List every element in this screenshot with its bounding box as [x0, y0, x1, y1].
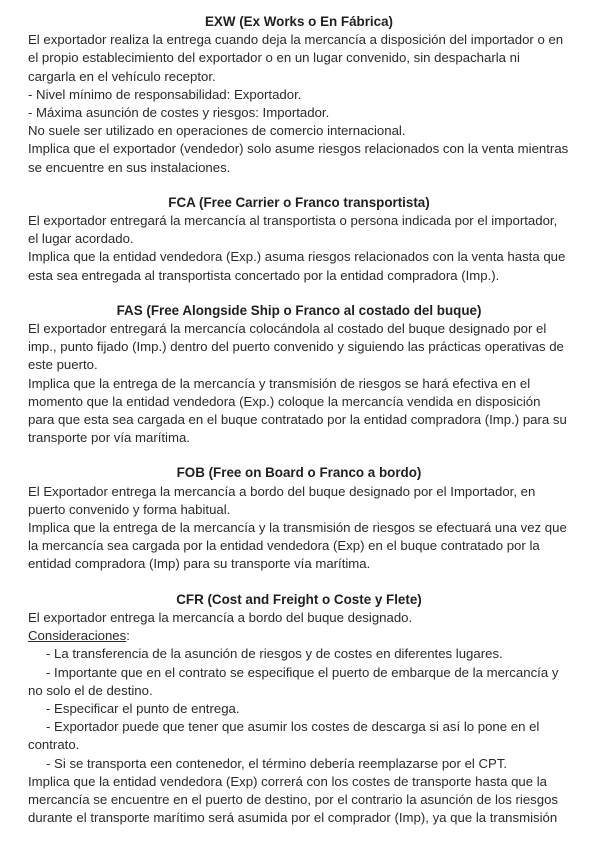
- list-item: - Especificar el punto de entrega.: [46, 700, 240, 716]
- section-fas: [28, 302, 570, 448]
- list-item: - Máxima asunción de costes y riesgos: Importador.: [28, 105, 330, 121]
- section-cfr: [28, 591, 570, 828]
- paragraph: El exportador realiza la entrega cuando deja la mercancía a disposición del importador o en el propio establecimiento del exportador o en un lugar convenido, sin despacharla ni cargarla en el vehículo receptor.: [28, 32, 564, 84]
- paragraph: Implica que la entidad vendedora (Exp) correrá con los costes de transporte hasta que la mercancía se encuentre en el puerto de destino, por el contrario la asunción de los riesgos durante el transporte marítimo será asumida por el comprador (Imp), ya que la transmisión: [28, 773, 559, 826]
- paragraph: Implica que el exportador (vendedor) solo asume riesgos relacionados con la venta mientras se encuentre en sus instalaciones.: [28, 141, 569, 175]
- paragraph: Implica que la entrega de la mercancía y transmisión de riesgos se hará efectiva en el momento que la entidad vendedora (Exp.) coloque la mercancía vendida en disposición para que esta sea cargada en el buque contratado por la entidad compradora (Imp.) para su transporte por vía marítima.: [28, 375, 567, 446]
- list-item: - La transferencia de la asunción de riesgos y de costes en diferentes lugares.: [46, 646, 503, 662]
- section-title-fob: FOB (Free on Board o Franco a bordo): [176, 465, 422, 481]
- list-item: - Nivel mínimo de responsabilidad: Exportador.: [28, 86, 302, 102]
- section-title-cfr: CFR (Cost and Freight o Coste y Flete): [176, 591, 422, 607]
- considerations-colon: :: [126, 628, 130, 644]
- paragraph: El exportador entrega la mercancía a bordo del buque designado.: [28, 609, 413, 625]
- considerations-label: Consideraciones: [28, 628, 127, 644]
- paragraph: No suele ser utilizado en operaciones de comercio internacional.: [28, 123, 406, 139]
- section-title-fas: FAS (Free Alongside Ship o Franco al costado del buque): [116, 302, 482, 318]
- considerations-heading: [28, 627, 570, 645]
- paragraph: Implica que la entidad vendedora (Exp.) asuma riesgos relacionados con la venta hasta que esta sea entregada al transportista concertado por la entidad compradora (Imp.).: [28, 249, 566, 283]
- list-item: - Exportador puede que tener que asumir los costes de descarga si así lo pone en el contrato.: [28, 719, 540, 753]
- paragraph: Implica que la entrega de la mercancía y la transmisión de riesgos se efectuará una vez que la mercancía sea cargada por la entidad vendedora (Exp) en el buque contratado por la entidad compradora (Imp) para su transporte vía marítima.: [28, 520, 567, 572]
- section-fca: [28, 194, 570, 285]
- section-title-fca: FCA (Free Carrier o Franco transportista): [168, 194, 430, 210]
- section-fob: [28, 464, 570, 573]
- section-title-exw: EXW (Ex Works o En Fábrica): [204, 14, 393, 29]
- list-item: - Importante que en el contrato se especifique el puerto de embarque de la mercancía y no solo el de destino.: [28, 664, 559, 698]
- paragraph: El Exportador entrega la mercancía a bordo del buque designado por el Importador, en puerto convenido y forma habitual.: [28, 483, 536, 517]
- paragraph: El exportador entregará la mercancía al transportista o persona indicada por el importador, el lugar acordado.: [28, 213, 558, 247]
- section-exw: [28, 13, 570, 177]
- list-item: - Si se transporta een contenedor, el término debería reemplazarse por el CPT.: [46, 755, 508, 771]
- paragraph: El exportador entregará la mercancía colocándola al costado del buque designado por el imp., punto fijado (Imp.) dentro del puerto convenido y siguiendo las prácticas operativas de este puerto.: [28, 321, 564, 373]
